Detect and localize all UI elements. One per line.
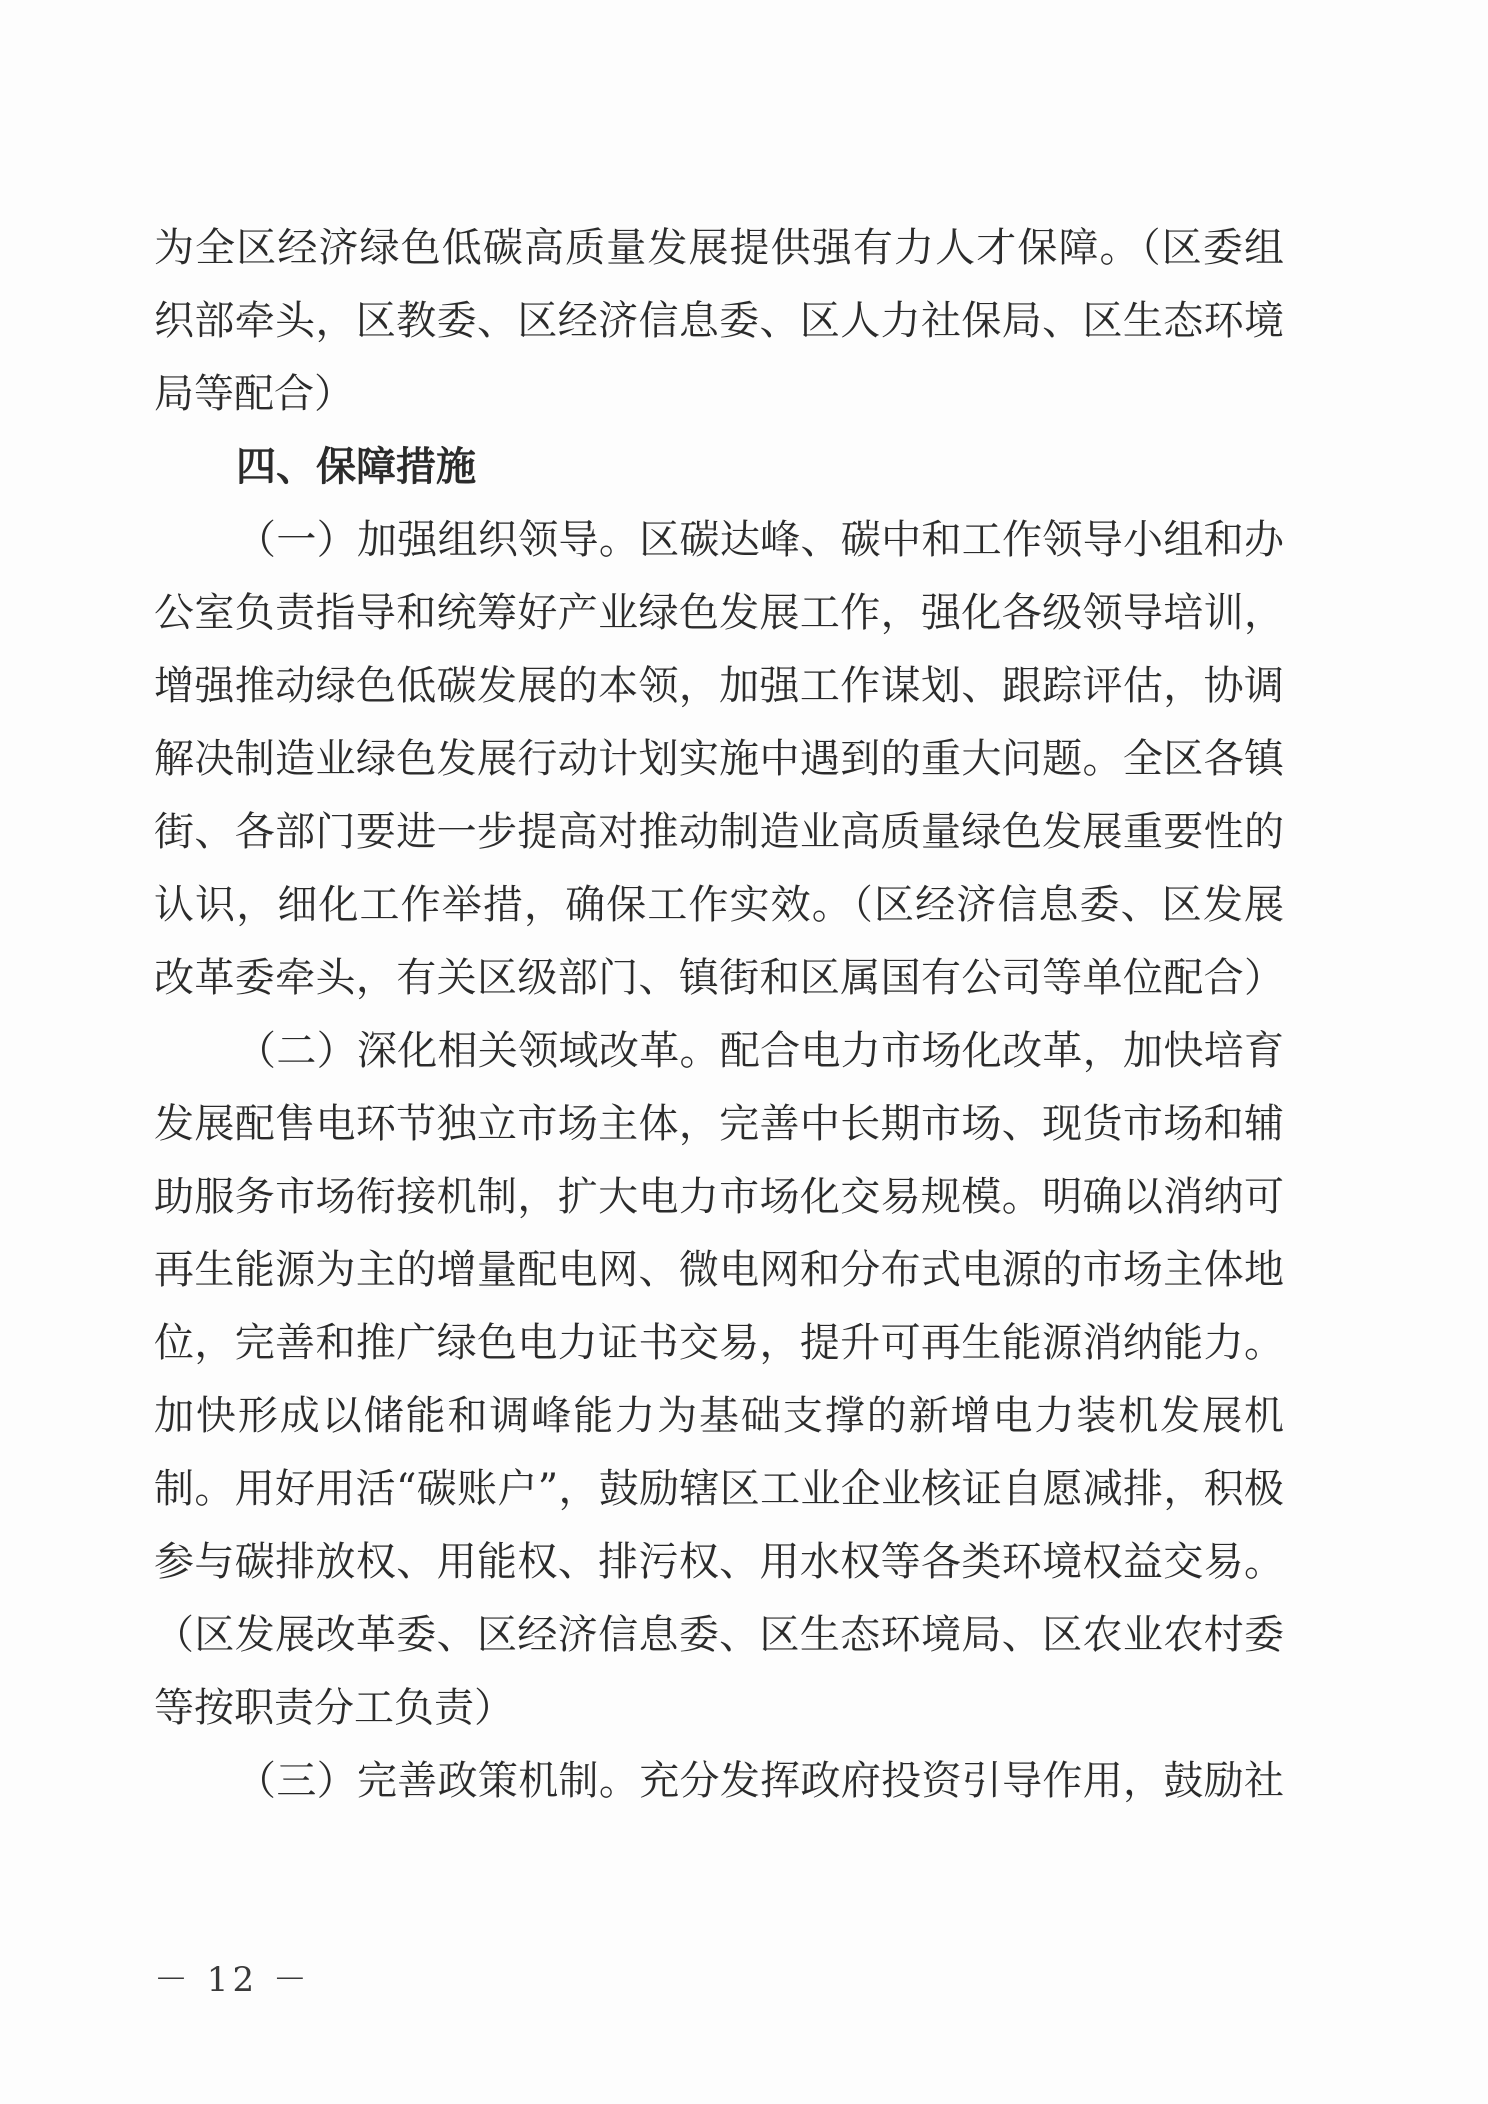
text-line: 再生能源为主的增量配电网、微电网和分布式电源的市场主体地 xyxy=(154,1247,1284,1293)
text-line: 公室负责指导和统筹好产业绿色发展工作，强化各级领导培训， xyxy=(154,590,1284,636)
paragraph-first-line: （二）深化相关领域改革。配合电力市场化改革，加快培育 xyxy=(236,1028,1284,1074)
section-heading: 四、保障措施 xyxy=(236,444,476,490)
text-line: 制。用好用活“碳账户”，鼓励辖区工业企业核证自愿减排，积极 xyxy=(154,1466,1284,1512)
text-line: 织部牵头，区教委、区经济信息委、区人力社保局、区生态环境 xyxy=(154,298,1284,344)
text-line: 等按职责分工负责） xyxy=(154,1685,514,1731)
text-line: 发展配售电环节独立市场主体，完善中长期市场、现货市场和辅 xyxy=(154,1101,1284,1147)
paragraph-first-line: （一）加强组织领导。区碳达峰、碳中和工作领导小组和办 xyxy=(236,517,1284,563)
paragraph-first-line: （三）完善政策机制。充分发挥政府投资引导作用，鼓励社 xyxy=(236,1758,1284,1804)
text-line: （区发展改革委、区经济信息委、区生态环境局、区农业农村委 xyxy=(154,1612,1284,1658)
text-line: 局等配合） xyxy=(154,371,354,417)
text-line: 加快形成以储能和调峰能力为基础支撑的新增电力装机发展机 xyxy=(154,1393,1284,1439)
text-line: 助服务市场衔接机制，扩大电力市场化交易规模。明确以消纳可 xyxy=(154,1174,1284,1220)
text-line: 位，完善和推广绿色电力证书交易，提升可再生能源消纳能力。 xyxy=(154,1320,1284,1366)
page-number: － 12 － xyxy=(154,1960,311,2000)
text-line: 参与碳排放权、用能权、排污权、用水权等各类环境权益交易。 xyxy=(154,1539,1284,1585)
text-line: 解决制造业绿色发展行动计划实施中遇到的重大问题。全区各镇 xyxy=(154,736,1284,782)
text-line: 增强推动绿色低碳发展的本领，加强工作谋划、跟踪评估，协调 xyxy=(154,663,1284,709)
text-line: 改革委牵头，有关区级部门、镇街和区属国有公司等单位配合） xyxy=(154,955,1284,1001)
text-line: 为全区经济绿色低碳高质量发展提供强有力人才保障。（区委组 xyxy=(154,225,1284,271)
text-line: 街、各部门要进一步提高对推动制造业高质量绿色发展重要性的 xyxy=(154,809,1284,855)
text-line: 认识，细化工作举措，确保工作实效。（区经济信息委、区发展 xyxy=(154,882,1284,928)
